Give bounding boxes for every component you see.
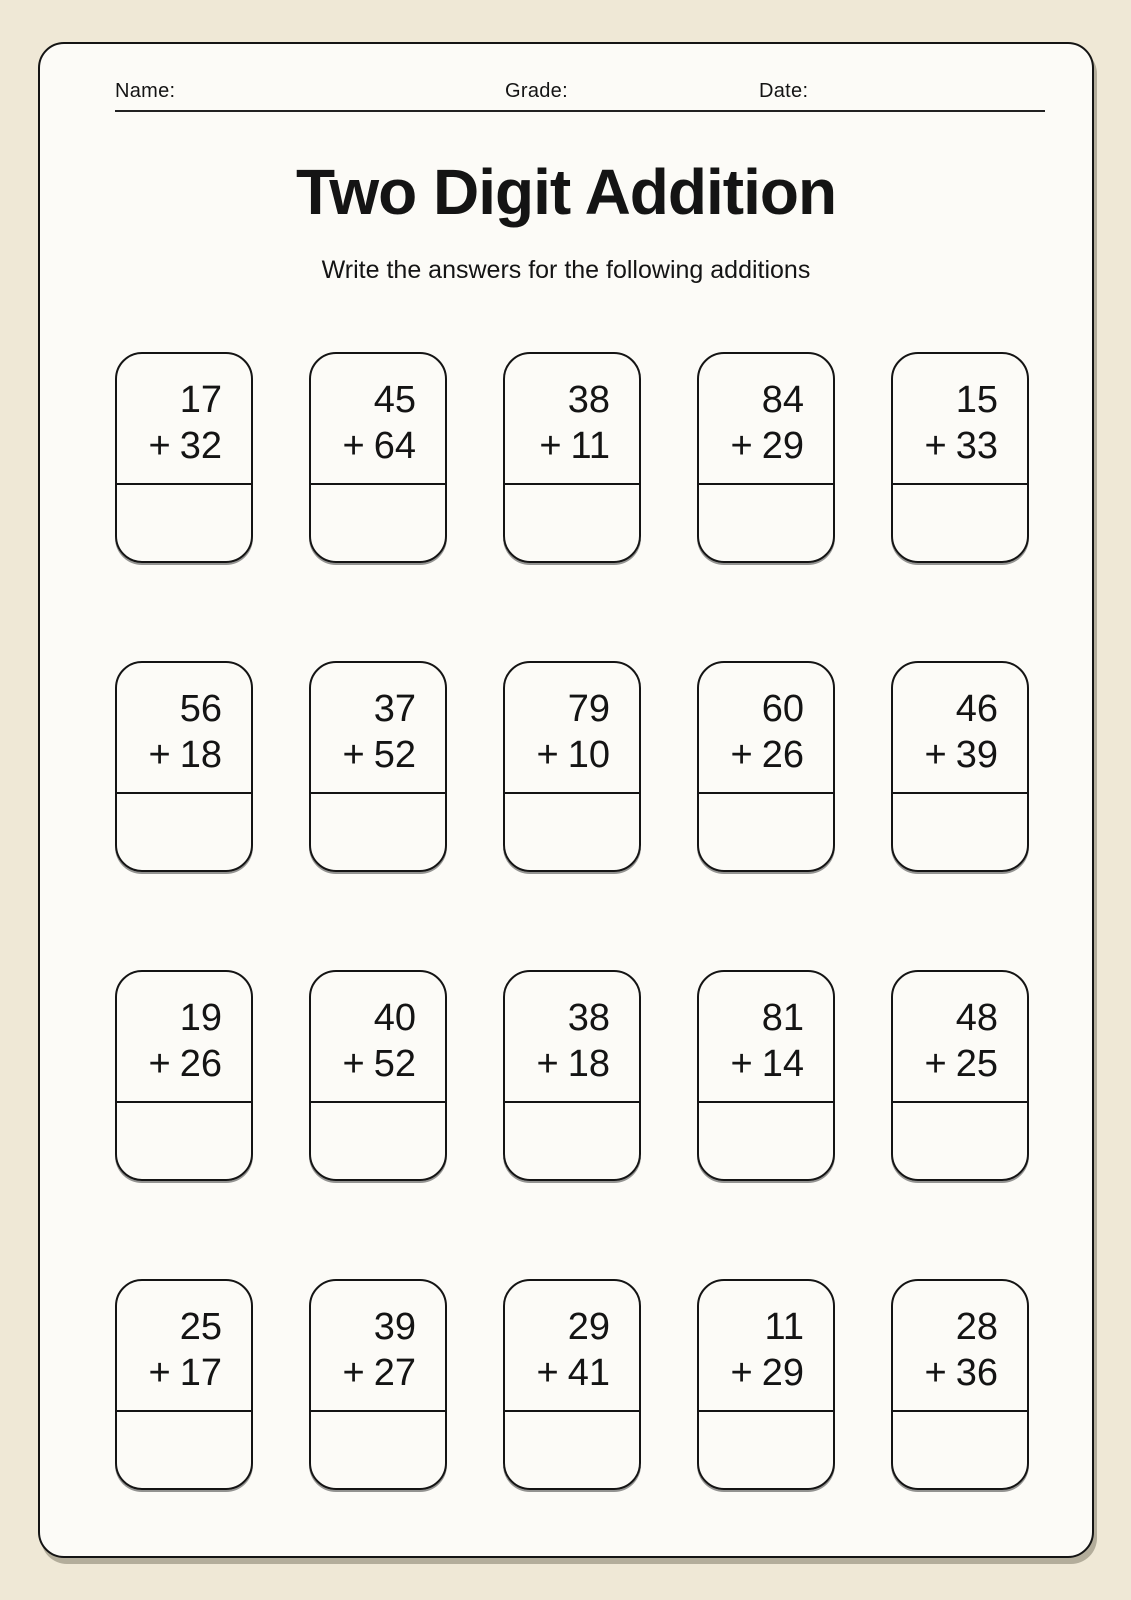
addend-bottom-line xyxy=(505,1350,610,1396)
problems-row xyxy=(115,352,1029,563)
plus-operator: + xyxy=(924,425,947,467)
answer-box[interactable] xyxy=(699,794,833,870)
addend-bottom: 41 xyxy=(567,1352,610,1394)
addition-problem-card xyxy=(309,1279,447,1490)
addend-bottom-line xyxy=(893,1350,998,1396)
addend-bottom-line xyxy=(117,423,222,469)
name-label: Name: xyxy=(115,80,176,102)
answer-box[interactable] xyxy=(311,794,445,870)
addend-bottom: 64 xyxy=(373,425,416,467)
problem-area xyxy=(699,1281,833,1412)
addend-bottom-line xyxy=(117,1350,222,1396)
worksheet-title: Two Digit Addition xyxy=(295,156,837,228)
addition-problem-card xyxy=(697,1279,835,1490)
answer-box[interactable] xyxy=(311,1412,445,1488)
problem-area xyxy=(117,972,251,1103)
addend-bottom-line xyxy=(117,732,222,778)
addend-top: 38 xyxy=(567,997,610,1039)
addend-top: 28 xyxy=(955,1306,998,1348)
plus-operator: + xyxy=(924,1352,947,1394)
answer-box[interactable] xyxy=(117,794,251,870)
addend-bottom: 18 xyxy=(179,734,222,776)
plus-operator: + xyxy=(342,1352,365,1394)
problem-area xyxy=(699,972,833,1103)
addition-problem-card xyxy=(309,970,447,1181)
answer-box[interactable] xyxy=(505,794,639,870)
plus-operator: + xyxy=(342,734,365,776)
worksheet-subtitle: Write the answers for the following additions xyxy=(321,256,811,284)
addend-bottom-line xyxy=(699,732,804,778)
plus-operator: + xyxy=(539,425,562,467)
problem-area xyxy=(699,354,833,485)
addend-bottom-line xyxy=(311,732,416,778)
problems-row xyxy=(115,970,1029,1181)
problem-area xyxy=(505,1281,639,1412)
answer-box[interactable] xyxy=(311,485,445,561)
addend-bottom-line xyxy=(117,1041,222,1087)
addend-bottom: 11 xyxy=(570,425,610,467)
answer-box[interactable] xyxy=(505,1103,639,1179)
addend-bottom: 52 xyxy=(373,734,416,776)
answer-box[interactable] xyxy=(893,1412,1027,1488)
plus-operator: + xyxy=(148,1352,171,1394)
addition-problem-card xyxy=(503,352,641,563)
date-label: Date: xyxy=(759,80,809,102)
addend-top: 17 xyxy=(179,379,222,421)
addend-bottom: 39 xyxy=(955,734,998,776)
problems-row xyxy=(115,1279,1029,1490)
worksheet-page xyxy=(38,42,1094,1558)
addend-top: 46 xyxy=(955,688,998,730)
addend-bottom: 26 xyxy=(761,734,804,776)
addend-bottom-line xyxy=(699,423,804,469)
plus-operator: + xyxy=(536,1352,559,1394)
addend-bottom-line xyxy=(893,423,998,469)
problem-area xyxy=(893,972,1027,1103)
plus-operator: + xyxy=(730,1043,753,1085)
plus-operator: + xyxy=(730,1352,753,1394)
problem-area xyxy=(311,1281,445,1412)
addend-bottom: 52 xyxy=(373,1043,416,1085)
addend-bottom: 26 xyxy=(179,1043,222,1085)
answer-box[interactable] xyxy=(117,1412,251,1488)
answer-box[interactable] xyxy=(893,794,1027,870)
problem-area xyxy=(505,354,639,485)
plus-operator: + xyxy=(148,425,171,467)
plus-operator: + xyxy=(148,734,171,776)
answer-box[interactable] xyxy=(699,1103,833,1179)
plus-operator: + xyxy=(730,734,753,776)
addend-bottom: 32 xyxy=(179,425,222,467)
addend-top: 48 xyxy=(955,997,998,1039)
plus-operator: + xyxy=(924,734,947,776)
addition-problem-card xyxy=(891,661,1029,872)
addend-bottom-line xyxy=(699,1350,804,1396)
addend-bottom-line xyxy=(893,1041,998,1087)
problems-grid xyxy=(115,352,1029,1490)
problem-area xyxy=(699,663,833,794)
problem-area xyxy=(505,972,639,1103)
addition-problem-card xyxy=(697,970,835,1181)
addend-bottom: 25 xyxy=(955,1043,998,1085)
problem-area xyxy=(893,354,1027,485)
addend-top: 60 xyxy=(761,688,804,730)
addition-problem-card xyxy=(115,1279,253,1490)
addition-problem-card xyxy=(503,970,641,1181)
addend-bottom-line xyxy=(311,1350,416,1396)
answer-box[interactable] xyxy=(893,1103,1027,1179)
addend-bottom: 36 xyxy=(955,1352,998,1394)
answer-box[interactable] xyxy=(699,1412,833,1488)
addition-problem-card xyxy=(891,352,1029,563)
plus-operator: + xyxy=(924,1043,947,1085)
plus-operator: + xyxy=(342,425,365,467)
addition-problem-card xyxy=(309,661,447,872)
problem-area xyxy=(505,663,639,794)
addend-bottom: 10 xyxy=(567,734,610,776)
answer-box[interactable] xyxy=(505,1412,639,1488)
addend-bottom-line xyxy=(893,732,998,778)
problem-area xyxy=(117,1281,251,1412)
addend-bottom-line xyxy=(311,1041,416,1087)
addend-top: 56 xyxy=(179,688,222,730)
addend-bottom-line xyxy=(699,1041,804,1087)
addend-bottom: 14 xyxy=(761,1043,804,1085)
addend-top: 11 xyxy=(764,1306,804,1348)
addend-bottom: 29 xyxy=(761,425,804,467)
problem-area xyxy=(893,1281,1027,1412)
plus-operator: + xyxy=(536,734,559,776)
answer-box[interactable] xyxy=(893,485,1027,561)
problem-area xyxy=(117,354,251,485)
addition-problem-card xyxy=(697,352,835,563)
addition-problem-card xyxy=(309,352,447,563)
answer-box[interactable] xyxy=(505,485,639,561)
answer-box[interactable] xyxy=(117,1103,251,1179)
addend-top: 81 xyxy=(761,997,804,1039)
addend-bottom: 18 xyxy=(567,1043,610,1085)
addend-bottom: 27 xyxy=(373,1352,416,1394)
addend-bottom-line xyxy=(505,1041,610,1087)
addend-top: 39 xyxy=(373,1306,416,1348)
addition-problem-card xyxy=(891,1279,1029,1490)
addend-top: 15 xyxy=(955,379,998,421)
addend-bottom-line xyxy=(505,423,610,469)
addition-problem-card xyxy=(503,1279,641,1490)
addition-problem-card xyxy=(891,970,1029,1181)
addition-problem-card xyxy=(115,661,253,872)
addend-bottom: 33 xyxy=(955,425,998,467)
answer-box[interactable] xyxy=(117,485,251,561)
addend-bottom-line xyxy=(311,423,416,469)
addend-bottom: 17 xyxy=(179,1352,222,1394)
addend-top: 38 xyxy=(567,379,610,421)
addition-problem-card xyxy=(697,661,835,872)
problem-area xyxy=(311,663,445,794)
answer-box[interactable] xyxy=(311,1103,445,1179)
problem-area xyxy=(117,663,251,794)
header-underline xyxy=(115,110,1045,112)
addend-top: 45 xyxy=(373,379,416,421)
problems-row xyxy=(115,661,1029,872)
plus-operator: + xyxy=(730,425,753,467)
addend-top: 37 xyxy=(373,688,416,730)
grade-label: Grade: xyxy=(505,80,568,102)
plus-operator: + xyxy=(148,1043,171,1085)
addend-top: 79 xyxy=(567,688,610,730)
problem-area xyxy=(311,354,445,485)
problem-area xyxy=(893,663,1027,794)
addend-top: 29 xyxy=(567,1306,610,1348)
addend-top: 19 xyxy=(179,997,222,1039)
addend-top: 40 xyxy=(373,997,416,1039)
answer-box[interactable] xyxy=(699,485,833,561)
plus-operator: + xyxy=(342,1043,365,1085)
addition-problem-card xyxy=(115,970,253,1181)
addend-bottom-line xyxy=(505,732,610,778)
addend-top: 25 xyxy=(179,1306,222,1348)
problem-area xyxy=(311,972,445,1103)
addend-top: 84 xyxy=(761,379,804,421)
addition-problem-card xyxy=(115,352,253,563)
addend-bottom: 29 xyxy=(761,1352,804,1394)
addition-problem-card xyxy=(503,661,641,872)
plus-operator: + xyxy=(536,1043,559,1085)
